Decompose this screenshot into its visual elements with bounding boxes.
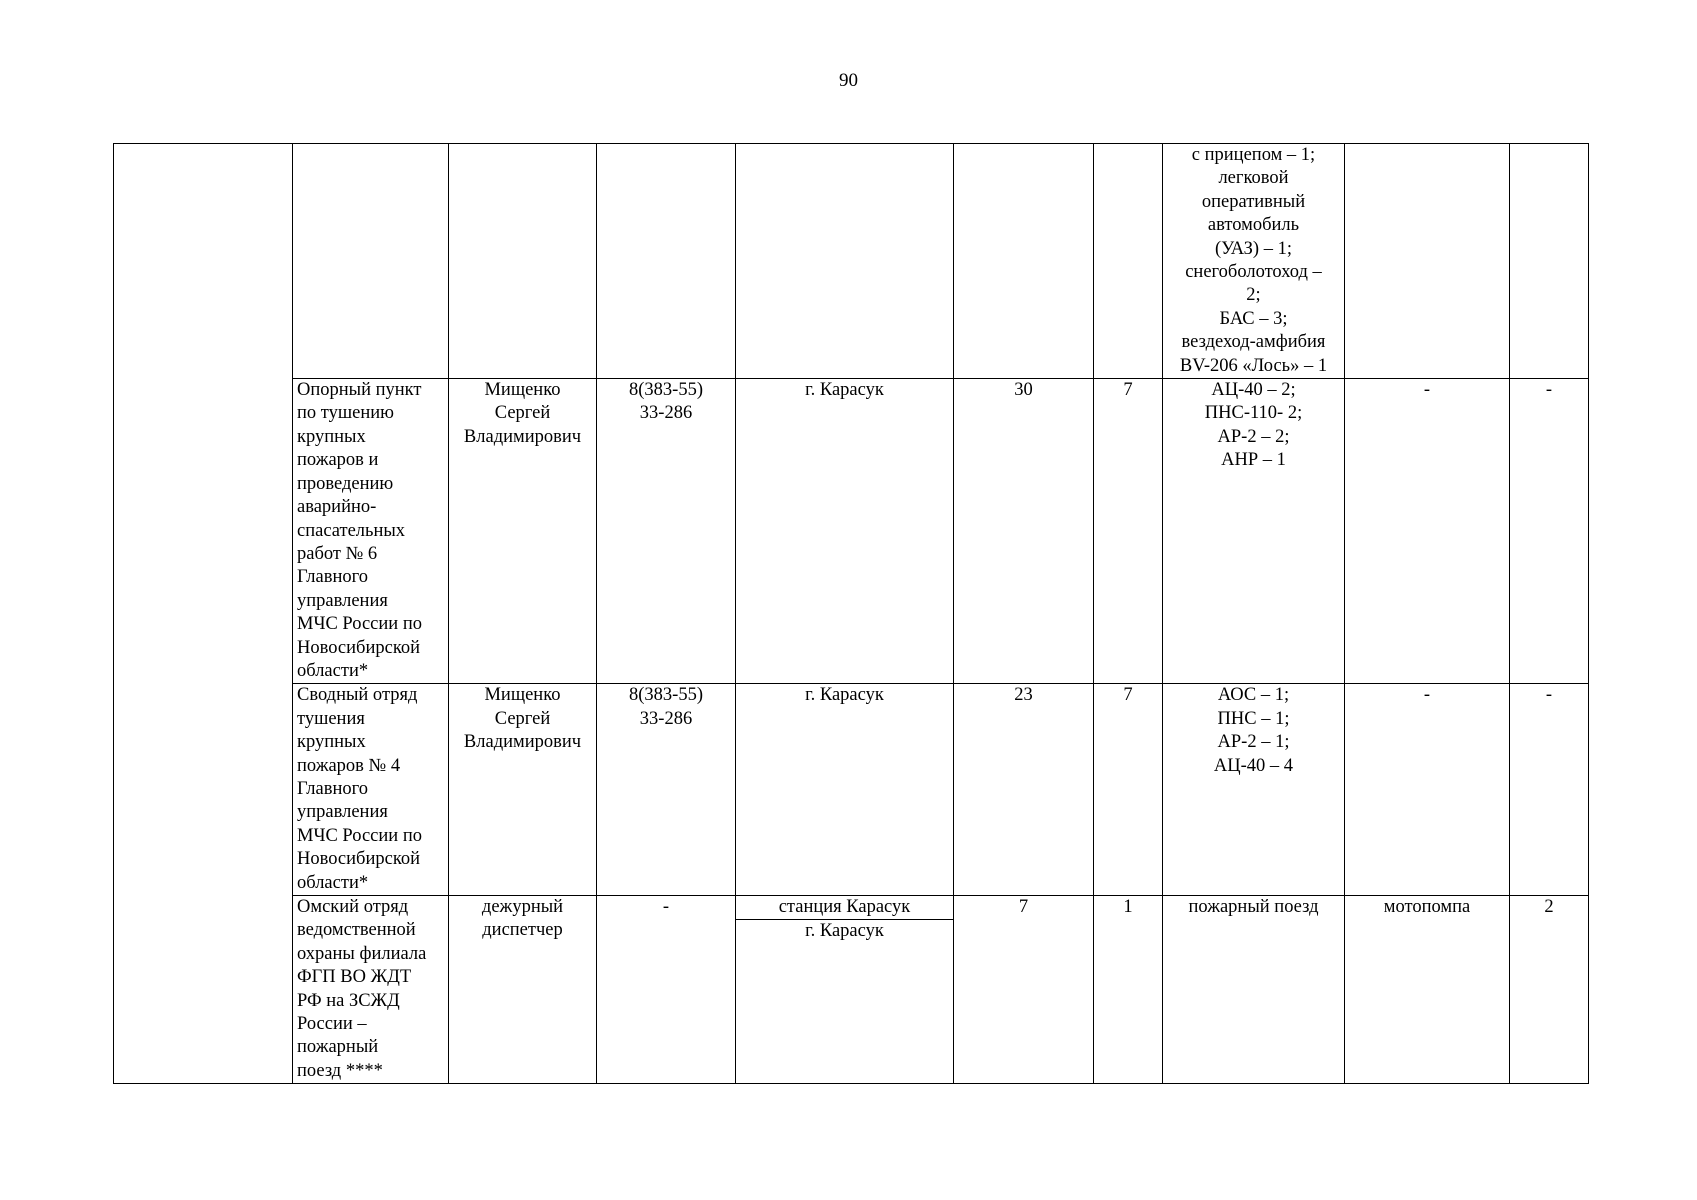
other-equipment-cell — [1345, 144, 1510, 379]
page-number: 90 — [839, 70, 858, 91]
staff-cell: 7 — [954, 896, 1094, 1084]
head-cell — [449, 144, 597, 379]
location-cell — [736, 144, 954, 379]
location-city: г. Карасук — [805, 921, 884, 942]
location-cell — [736, 896, 954, 1084]
staff-cell — [954, 144, 1094, 379]
table-row — [114, 896, 1589, 1084]
staff-cell: 23 — [954, 684, 1094, 896]
duty-cell: 1 — [1094, 896, 1163, 1084]
other-count-cell — [1510, 144, 1589, 379]
phone-cell — [597, 144, 736, 379]
location-station: станция Карасук — [736, 896, 953, 920]
duty-cell — [1094, 144, 1163, 379]
other-count-cell: - — [1510, 684, 1589, 896]
table-row — [114, 144, 1589, 379]
phone-cell: 8(383-55) 33-286 — [597, 684, 736, 896]
staff-cell: 30 — [954, 379, 1094, 684]
unit-name-cell — [293, 144, 449, 379]
resources-table — [113, 143, 1589, 1084]
unit-name-cell: Опорный пункт по тушению крупных пожаров и проведению аварийно- спасательных работ № 6 Главного управления МЧС России по Новосибирской области* — [293, 379, 449, 684]
other-count-cell: 2 — [1510, 896, 1589, 1084]
other-count-cell: - — [1510, 379, 1589, 684]
unit-name-cell: Сводный отряд тушения крупных пожаров № 4 Главного управления МЧС России по Новосибирской области* — [293, 684, 449, 896]
phone-cell: 8(383-55) 33-286 — [597, 379, 736, 684]
unit-name-cell: Омский отряд ведомственной охраны филиала ФГП ВО ЖДТ РФ на ЗСЖД России – пожарный поезд **** — [293, 896, 449, 1084]
equipment-cell: пожарный поезд — [1163, 896, 1345, 1084]
phone-cell: - — [597, 896, 736, 1084]
equipment-cell: АОС – 1; ПНС – 1; АР-2 – 1; АЦ-40 – 4 — [1163, 684, 1345, 896]
equipment-cell: АЦ-40 – 2; ПНС-110- 2; АР-2 – 2; АНР – 1 — [1163, 379, 1345, 684]
other-equipment-cell: - — [1345, 379, 1510, 684]
other-equipment-cell: - — [1345, 684, 1510, 896]
duty-cell: 7 — [1094, 379, 1163, 684]
head-cell: Мищенко Сергей Владимирович — [449, 684, 597, 896]
equipment-cell: с прицепом – 1; легковой оперативный автомобиль (УАЗ) – 1; снегоболотоход – 2; БАС – 3; вездеход-амфибия BV-206 «Лось» – 1 — [1163, 144, 1345, 379]
table-row — [114, 684, 1589, 896]
head-cell: дежурный диспетчер — [449, 896, 597, 1084]
other-equipment-cell: мотопомпа — [1345, 896, 1510, 1084]
location-cell: г. Карасук — [736, 379, 954, 684]
table-row — [114, 379, 1589, 684]
head-cell: Мищенко Сергей Владимирович — [449, 379, 597, 684]
duty-cell: 7 — [1094, 684, 1163, 896]
region-cell — [114, 144, 293, 1084]
location-cell: г. Карасук — [736, 684, 954, 896]
